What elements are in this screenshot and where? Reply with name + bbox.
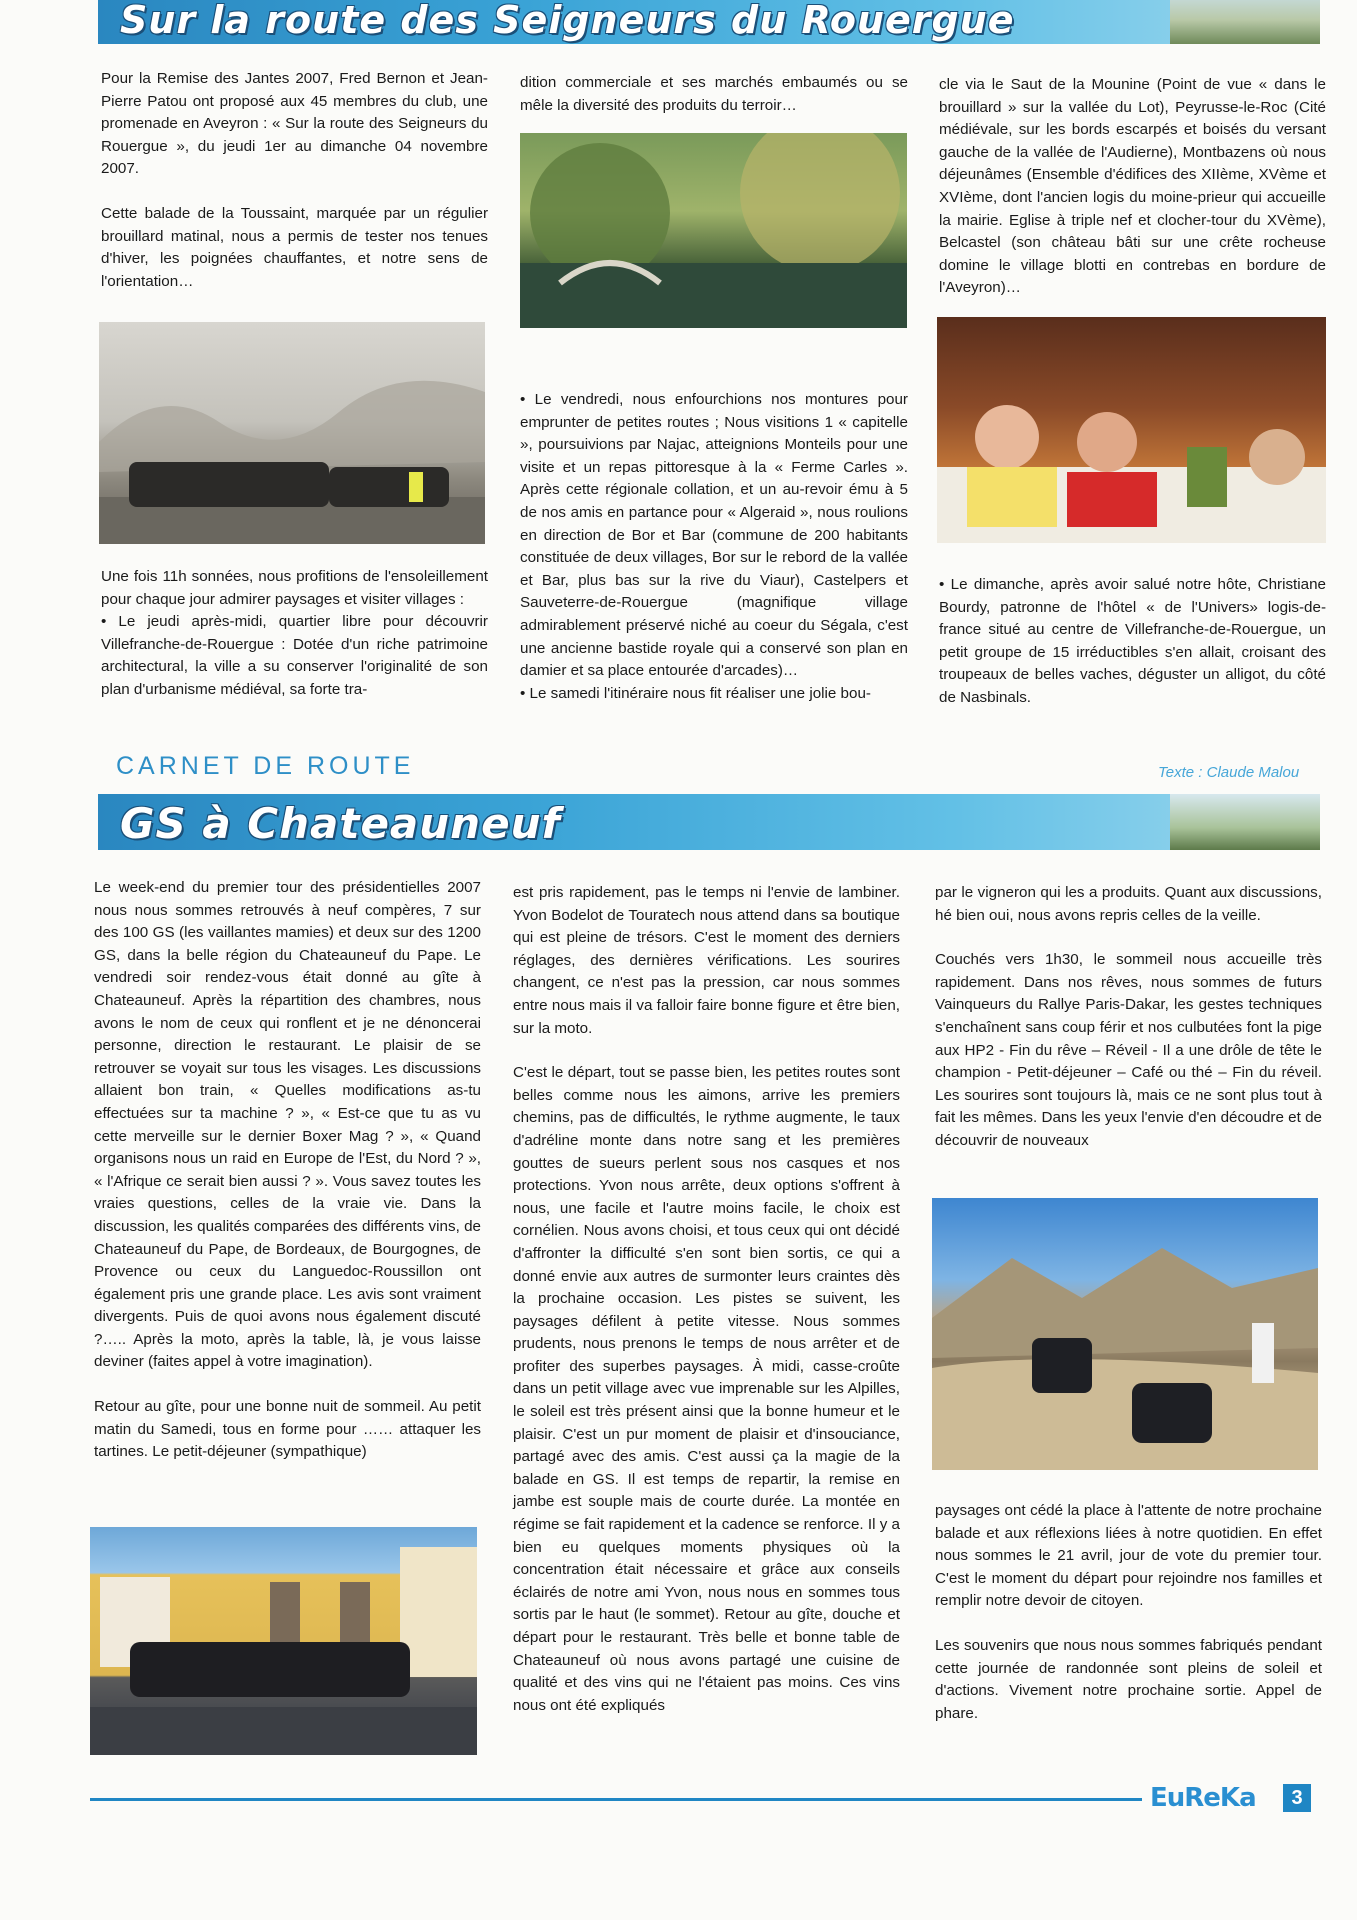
article1-col1b: Une fois 11h sonnées, nous profitions de l'ensoleillement pour chaque jour admirer paysages et visiter villages : • Le jeudi après-midi, quartier libre pour découvrir Villefranche-de-Rouergue : Dotée d'un riche patrimoine architectural, la ville a su conserver l'originalité de son plan d'urbanisme médiéval, sa forte tra- <box>101 568 488 698</box>
paragraph: Cette balade de la Toussaint, marquée par un régulier brouillard matinal, nous a permis de tester nos tenues d'hiver, les poignées chauffantes, et notre sens de l'orientation… <box>101 204 488 290</box>
paragraph: paysages ont cédé la place à l'attente de notre prochaine balade et aux réflexions liées à notre quotidien. En effet nous sommes le 21 avril, jour de vote du premier tour. C'est le moment du départ pour rejoindre nos familles et remplir notre devoir de citoyen. <box>935 1502 1322 1610</box>
article2-col2 <box>513 882 900 1739</box>
bikers-building-photo-drawing <box>90 1527 477 1755</box>
river-photo-drawing <box>520 133 907 328</box>
article2-col1 <box>94 877 481 1486</box>
group-photo-drawing <box>99 322 485 544</box>
mountain-bikes-photo-drawing <box>932 1198 1318 1470</box>
paragraph: Les souvenirs que nous nous sommes fabriqués pendant cette journée de randonnée sont pleins de soleil et d'actions. Vivement notre prochaine sortie. Appel de phare. <box>935 1636 1322 1722</box>
article1-title: Sur la route des Seigneurs du Rouergue <box>120 0 1015 42</box>
paragraph: Retour au gîte, pour une bonne nuit de sommeil. Au petit matin du Samedi, tous en forme pour …… attaquer les tartines. Le petit-déjeuner (sympathique) <box>94 1398 481 1461</box>
article1-banner <box>98 0 1320 44</box>
paragraph: Le week-end du premier tour des présidentielles 2007 nous nous sommes retrouvés à neuf compères, 7 sur des 100 GS (les vaillantes mamies) et deux sur des 1200 GS, dans la belle région du Chateauneuf du Pape. Le vendredi soir rendez-vous était donné au gîte à Chateauneuf. Après la répartition des chambres, nous avons le nom de ceux qui ronflent et je ne dénoncerai personne, direction le restaurant. Le plaisir de se retrouver se voyait sur tous les visages. Les discussions allaient bon train, « Quelles modifications as-tu effectuées sur ta machine ? », « Est-ce que tu as vu cette merveille sur le dernier Boxer Mag ? », « Quand organisons nous un raid en Europe de l'Est, du Nord ? », « l'Afrique ce serait bien aussi ? ». Vous savez toutes les vraies questions, celles de la vraie vie. Dans la discussion, les qualités comparées des différents vins, de Chateauneuf du Pape, de Bordeaux, de Bourgognes, de Provence ou ceux du Languedoc-Roussillon ont également pris une grande place. Les avis sont vraiment divergents. Puis de quoi avons nous également discuté ?….. Après la moto, après la table, là, je vous laisse deviner (faites appel à votre imagination). <box>94 879 481 1371</box>
banner-landscape <box>1170 0 1320 44</box>
author-credit: Texte : Claude Malou <box>1158 764 1300 781</box>
page-number: 3 <box>1283 1784 1311 1812</box>
article2-col3a <box>935 882 1322 1175</box>
article2-banner <box>98 794 1320 850</box>
river-photo <box>520 133 907 328</box>
article1-col1 <box>101 68 488 315</box>
section-kicker: CARNET DE ROUTE <box>116 752 415 780</box>
article2-col3b <box>935 1500 1322 1747</box>
mountain-bikes-photo <box>932 1198 1318 1470</box>
article1-col2a: dition commerciale et ses marchés embaumés ou se mêle la diversité des produits du terroir… <box>520 74 908 114</box>
article1-col2b: • Le vendredi, nous enfourchions nos montures pour emprunter de petites routes ; Nous visitions 1 « capitelle », poursuivions par Najac, atteignions Monteils pour une visite et un repas pittoresque à la « Ferme Carles ». Après cette régionale collation, et un au-revoir ému à 5 de nos amis en partance pour « Algeraid », nous roulions en direction de Bor et Bar (commune de 200 habitants constituée de deux villages, Bor sur le rebord de la vallée et Bar, plus bas sur la rive du Viaur), Castelpers et Sauveterre-de-Rouergue (magnifique village admirablement préservé niché au coeur du Ségala, c'est une ancienne bastide royale qui a conservé son plan en damier et sa place entourée d'arcades)… • Le samedi l'itinéraire nous fit réaliser une jolie bou- <box>520 391 908 702</box>
article1-col3a: cle via le Saut de la Mounine (Point de vue « dans le brouillard » sur la vallée du Lot), Peyrusse-le-Roc (Cité médiévale, sur les bords escarpés et boisés du versant gauche de la vallée de l'Audierne), Montbazens où nous déjeunâmes (Ensemble d'édifices des XIIème, XVème et XVIème, dont l'ancien logis du moine-prieur qui accueille la mairie. Eglise à triple nef et clocher-tour du XVème), Belcastel (son château bâti sur une crête rocheuse domine le village blotti en contrebas en bordure de l'Aveyron)… <box>939 76 1326 297</box>
article2-title: GS à Chateauneuf <box>120 799 561 848</box>
paragraph: C'est le départ, tout se passe bien, les petites routes sont belles comme nous les aimons, arrive les premiers chemins, pas de difficultés, le rythme augmente, le taux d'adréline monte dans notre sang et les premières gouttes de sueurs perlent sous nos casques et nos protections. Yvon nous arrête, deux options s'offrent à nous, une facile et l'autre moins facile, le choix est cornélien. Nous avons choisi, et tous ceux qui ont décidé d'affronter la difficulté s'en sont bien sortis, ce qui a donné envie aux autres de surmonter leurs craintes dès la prochaine occasion. Les pistes se suivent, les paysages défilent à petite vitesse. Nous sommes prudents, nous prenons le temps de nous arrêter et de profiter des superbes paysages. À midi, casse-croûte dans un petit village avec vue imprenable sur les Alpilles, le soleil est très présent ainsi que la bonne humeur et le plaisir. C'est un pur moment de plaisir et d'insouciance, partagé avec des amis. C'est aussi ça la magie de la balade en GS. Il est temps de repartir, la remise en jambe est souple mais de courte durée. La montée en régime se fait rapidement et la cadence se renforce. Il y a bien eu quelques moments physiques où la concentration était nécessaire et grâce aux conseils éclairés de notre ami Yvon, nous nous en sommes tous sortis par le haut (le sommet). Retour au gîte, douche et départ pour le restaurant. Très belle et bonne table de Chateauneuf où nous avons partagé une cuisine de qualité et des vins qui ne l'étaient pas moins. Ces vins nous ont été expliqués <box>513 1064 900 1714</box>
group-photo-fog <box>99 322 485 544</box>
banner-landscape <box>1170 794 1320 850</box>
bikers-building-photo <box>90 1527 477 1755</box>
paragraph: Pour la Remise des Jantes 2007, Fred Bernon et Jean-Pierre Patou ont proposé aux 45 membres du club, une promenade en Aveyron : « Sur la route des Seigneurs du Rouergue », du jeudi 1er au dimanche 04 novembre 2007. <box>101 70 488 178</box>
magazine-logo: EuReKa <box>1150 1783 1256 1813</box>
restaurant-photo-drawing <box>937 317 1326 543</box>
paragraph: est pris rapidement, pas le temps ni l'envie de lambiner. Yvon Bodelot de Touratech nous attend dans sa boutique qui est pleine de trésors. C'est le moment des derniers réglages, des dernières vérifications. Les sourires changent, ce n'est pas la pression, car nous sommes entre nous mais il va falloir faire bonne figure et être bien, sur la moto. <box>513 884 900 1037</box>
paragraph: Couchés vers 1h30, le sommeil nous accueille très rapidement. Dans nos rêves, nous sommes de futurs Vainqueurs du Rallye Paris-Dakar, les gestes techniques s'enchaînent sans coup férir et nos culbutées font la pige aux HP2 - Fin du rêve – Réveil - Il a une drôle de tête le champion - Petit-déjeuner – Café ou thé – Fin du réveil. Les sourires sont toujours là, mais ce ne sont plus tout à fait les mêmes. Dans les yeux l'envie d'en découdre et de découvrir de nouveaux <box>935 951 1322 1149</box>
paragraph: par le vigneron qui les a produits. Quant aux discussions, hé bien oui, nous avons repris celles de la veille. <box>935 884 1322 924</box>
restaurant-photo <box>937 317 1326 543</box>
footer-rule <box>90 1798 1142 1801</box>
article1-col3b: • Le dimanche, après avoir salué notre hôte, Christiane Bourdy, patronne de l'hôtel « de l'Univers» logis-de-france situé au centre de Villefranche-de-Rouergue, un petit groupe de 15 irréductibles s'en allait, croisant des troupeaux de belles vaches, déguster un alligot, du côté de Nasbinals. <box>939 576 1326 706</box>
